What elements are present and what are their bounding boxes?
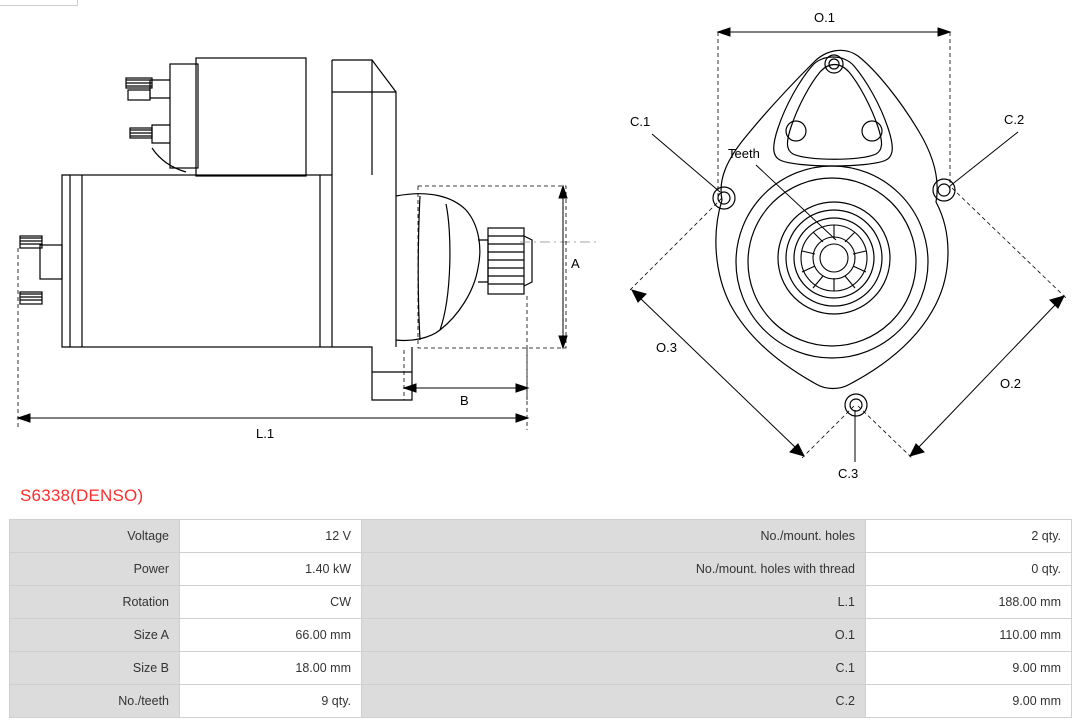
starter-side-view-drawing (0, 0, 600, 470)
spec-label-2: No./mount. holes with thread (362, 553, 866, 586)
table-row (10, 652, 1072, 685)
spec-value: 18.00 mm (180, 652, 362, 685)
dim-l1-label: L.1 (256, 426, 275, 441)
dim-o2-label: O.2 (1000, 376, 1021, 391)
table-row (10, 619, 1072, 652)
spec-label: Size A (10, 619, 180, 652)
teeth-label: Teeth (728, 146, 760, 161)
spec-label-2: O.1 (362, 619, 866, 652)
dim-c1-label: C.1 (630, 114, 651, 129)
table-row (10, 685, 1072, 718)
spec-label: No./teeth (10, 685, 180, 718)
dim-c3-label: C.3 (838, 466, 859, 481)
spec-value: 1.40 kW (180, 553, 362, 586)
spec-label: Power (10, 553, 180, 586)
table-row (10, 586, 1072, 619)
spec-value: 66.00 mm (180, 619, 362, 652)
spec-label-2: No./mount. holes (362, 520, 866, 553)
spec-label-2: C.2 (362, 685, 866, 718)
part-number-title: S6338(DENSO) (20, 486, 144, 505)
spec-value-2: 9.00 mm (866, 685, 1072, 718)
dim-c2-label: C.2 (1004, 112, 1025, 127)
dim-b-label: B (460, 393, 469, 408)
starter-front-view-drawing (600, 0, 1080, 490)
spec-label: Size B (10, 652, 180, 685)
table-row (10, 553, 1072, 586)
dim-a-label: A (571, 256, 580, 271)
dim-o3-label: O.3 (656, 340, 677, 355)
spec-label: Rotation (10, 586, 180, 619)
spec-value-2: 2 qty. (866, 520, 1072, 553)
spec-value: 12 V (180, 520, 362, 553)
table-row (10, 520, 1072, 553)
spec-label-2: C.1 (362, 652, 866, 685)
specification-table (9, 519, 1071, 718)
spec-label: Voltage (10, 520, 180, 553)
spec-value: 9 qty. (180, 685, 362, 718)
dim-o1-label: O.1 (814, 10, 835, 25)
spec-value-2: 9.00 mm (866, 652, 1072, 685)
spec-value-2: 188.00 mm (866, 586, 1072, 619)
spec-label-2: L.1 (362, 586, 866, 619)
spec-value-2: 0 qty. (866, 553, 1072, 586)
spec-value: CW (180, 586, 362, 619)
spec-value-2: 110.00 mm (866, 619, 1072, 652)
